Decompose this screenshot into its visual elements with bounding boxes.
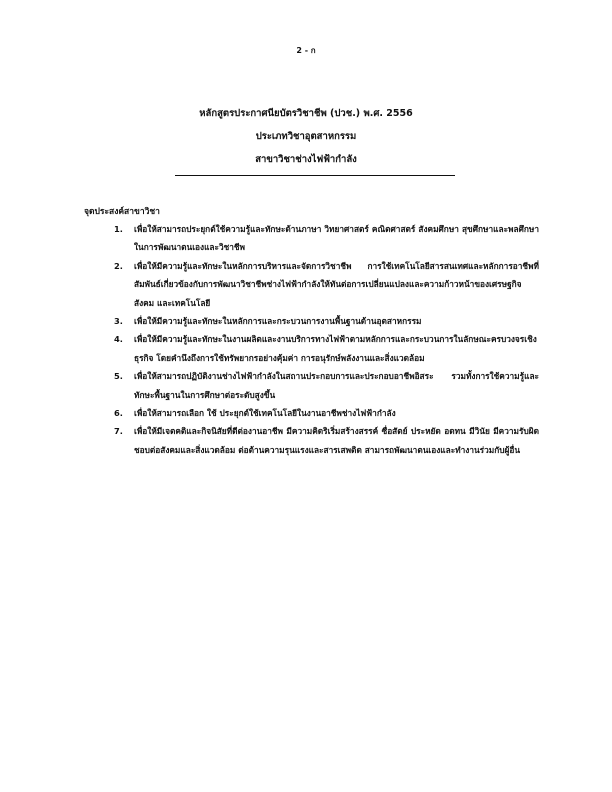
major-name: สาขาวิชาช่างไฟฟ้ากำลัง <box>255 154 357 165</box>
objective-number: 4. <box>114 334 123 345</box>
objectives-list <box>114 220 539 459</box>
objective-item <box>114 220 539 257</box>
objective-item <box>114 404 539 422</box>
objective-number: 6. <box>114 408 123 419</box>
objective-number: 5. <box>114 371 123 382</box>
objective-number: 1. <box>114 224 123 234</box>
objective-item <box>114 312 539 330</box>
objective-text: เพื่อให้มีความรู้และทักษะในหลักการและกระบวนการงานพื้นฐานด้านอุตสาหกรรม <box>134 316 422 327</box>
objective-text: เพื่อให้สามารถประยุกต์ใช้ความรู้และทักษะด้านภาษา วิทยาศาสตร์ คณิตศาสตร์ สังคมศึกษา สุขศึกษาและพลศึกษาในการพัฒนาตนเองและวิชาชีพ <box>134 224 539 253</box>
objective-number: 7. <box>114 426 123 437</box>
objective-item <box>114 330 539 367</box>
objective-text: เพื่อให้สามารถเลือก ใช้ ประยุกต์ใช้เทคโนโลยีในงานอาชีพช่างไฟฟ้ากำลัง <box>134 408 396 419</box>
objective-text: เพื่อให้มีความรู้และทักษะในงานผลิตและงานบริการทางไฟฟ้าตามหลักการและกระบวนการในลักษณะครบวงจรเชิงธุรกิจ โดยคำนึงถึงการใช้ทรัพยากรอย่างคุ้มค่า การอนุรักษ์พลังงานและสิ่งแวดล้อม <box>134 334 537 363</box>
objective-number: 3. <box>114 316 123 327</box>
section-heading: จุดประสงค์สาขาวิชา <box>84 207 160 217</box>
title-divider <box>175 175 455 176</box>
objective-number: 2. <box>114 260 123 271</box>
objective-text: เพื่อให้มีเจตคติและกิจนิสัยที่ดีต่องานอาชีพ มีความคิดริเริ่มสร้างสรรค์ ซื่อสัตย์ ประหยัด อดทน มีวินัย มีความรับผิดชอบต่อสังคมและสิ่งแวดล้อม ต่อต้านความรุนแรงและสารเสพติด สามารถพัฒนาตนเองและทำงานร่วมกับผู้อื่น <box>134 426 539 455</box>
page-number: 2 - ก <box>296 46 316 55</box>
objective-item <box>114 257 539 312</box>
objective-text: เพื่อให้สามารถปฏิบัติงานช่างไฟฟ้ากำลังในสถานประกอบการและประกอบอาชีพอิสระ รวมทั้งการใช้ความรู้และทักษะพื้นฐานในการศึกษาต่อระดับสูงขึ้น <box>134 371 539 400</box>
objective-text: เพื่อให้มีความรู้และทักษะในหลักการบริหารและจัดการวิชาชีพ การใช้เทคโนโลยีสารสนเทศและหลักการอาชีพที่สัมพันธ์เกี่ยวข้องกับการพัฒนาวิชาชีพช่างไฟฟ้ากำลังให้ทันต่อการเปลี่ยนแปลงและความก้าวหน้าของเศรษฐกิจ สังคม และเทคโนโลยี <box>134 260 539 308</box>
program-type: ประเภทวิชาอุตสาหกรรม <box>255 131 357 142</box>
objective-item <box>114 422 539 459</box>
document-title-block <box>0 102 612 171</box>
curriculum-title: หลักสูตรประกาศนียบัตรวิชาชีพ (ปวช.) พ.ศ. 2556 <box>199 108 413 119</box>
objective-item <box>114 367 539 404</box>
